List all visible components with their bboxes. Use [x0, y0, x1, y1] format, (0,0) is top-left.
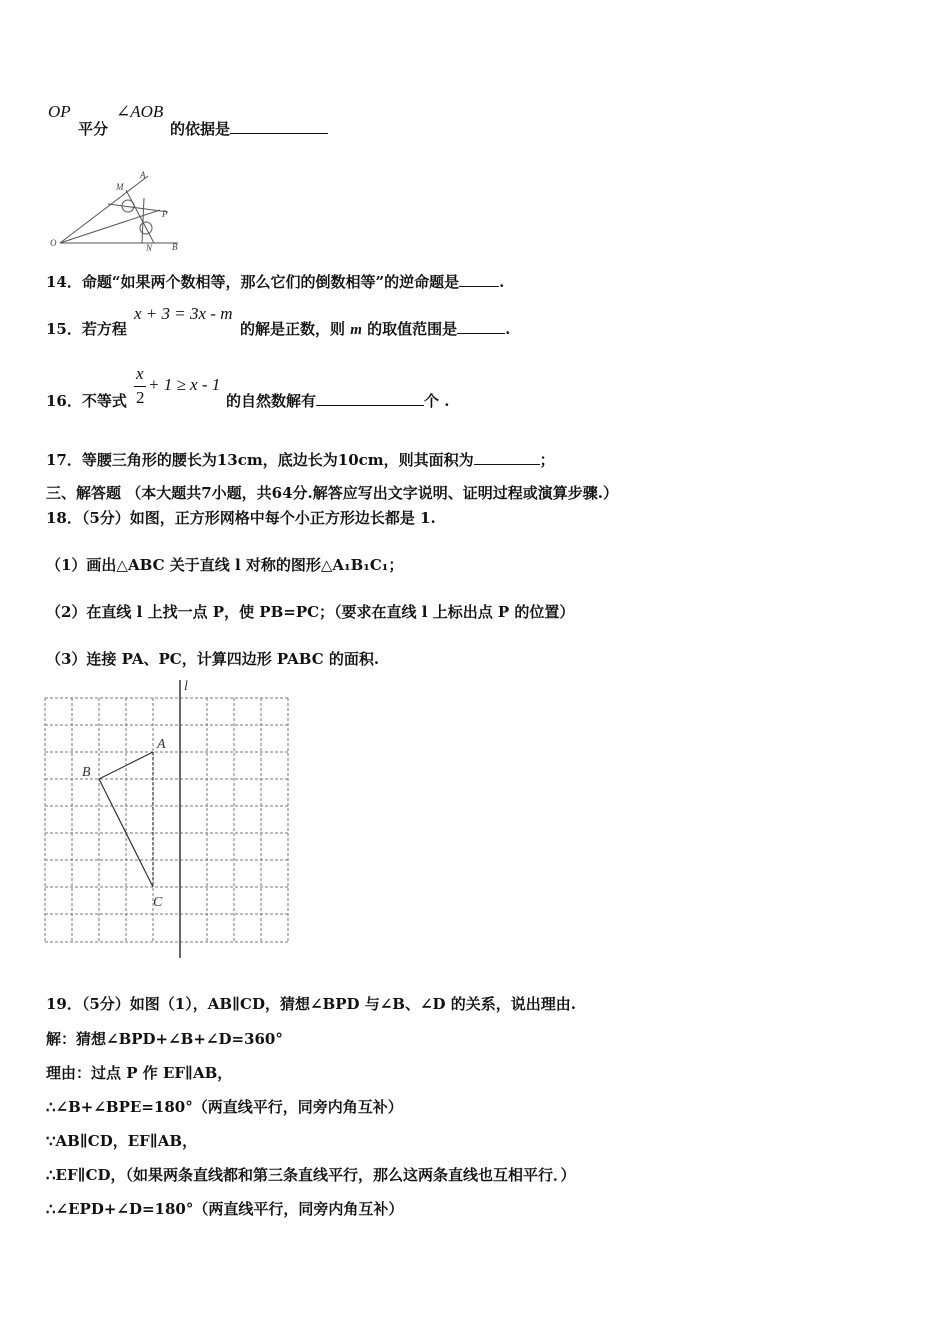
label-b: B: [82, 765, 91, 780]
square-grid-figure: [42, 676, 294, 962]
q15-end: .: [505, 320, 511, 338]
q16-frac-bar: [134, 386, 146, 387]
label-b: B: [172, 242, 178, 252]
q13-mid: 平分: [78, 120, 109, 138]
q18-part3: （3）连接 PA、PC，计算四边形 PABC 的面积.: [46, 650, 380, 668]
angle-bisector-figure: [48, 168, 188, 252]
q16-pre: 16．不等式: [46, 392, 127, 410]
q15-post-a: 的解是正数，则: [240, 320, 346, 338]
segment-m: [126, 190, 154, 243]
q14-end: .: [499, 273, 505, 291]
q16-inequality: + 1 ≥ x - 1: [148, 375, 221, 394]
q19-line3: ∴∠B+∠BPE=180°（两直线平行，同旁内角互补）: [46, 1098, 403, 1116]
answer-blank: [316, 391, 424, 406]
q15-post-b: 的取值范围是: [367, 320, 458, 338]
q19-line6: ∴∠EPD+∠D=180°（两直线平行，同旁内角互补）: [46, 1200, 404, 1218]
q14-text: 14．命题“如果两个数相等，那么它们的倒数相等”的逆命题是: [46, 273, 460, 291]
label-o: O: [50, 238, 57, 248]
q19-line4: ∵AB∥CD，EF∥AB，: [46, 1132, 198, 1150]
q17-text: 17．等腰三角形的腰长为13cm，底边长为10cm，则其面积为: [46, 451, 474, 469]
section3-heading: 三、解答题 （本大题共7小题，共64分.解答应写出文字说明、证明过程或演算步骤.）: [46, 484, 618, 502]
answer-blank: [230, 119, 328, 134]
label-a: A: [140, 170, 146, 180]
q18-title: 18．（5分）如图，正方形网格中每个小正方形边长都是 1.: [46, 509, 436, 527]
label-c: C: [153, 895, 163, 910]
q16-post: 的自然数解有: [226, 392, 317, 410]
q15-line: [240, 318, 510, 339]
label-l: l: [184, 679, 188, 694]
q17-line: [46, 449, 555, 470]
q19-line2: 理由：过点 P 作 EF∥AB，: [46, 1064, 233, 1082]
label-a: A: [157, 737, 166, 752]
q19-line5: ∴EF∥CD，（如果两条直线都和第三条直线平行，那么这两条直线也互相平行．）: [46, 1166, 576, 1184]
segment-p: [108, 204, 168, 212]
q15-m: m: [350, 322, 362, 338]
q15-equation: x + 3 = 3x - m: [134, 304, 233, 323]
q18-part2: （2）在直线 l 上找一点 P，使 PB=PC；（要求在直线 l 上标出点 P 的位置）: [46, 603, 575, 621]
q18-part1: （1）画出△ABC 关于直线 l 对称的图形△A₁B₁C₁；: [46, 556, 404, 574]
q14-line: [46, 271, 504, 292]
grid-lines: [45, 698, 288, 942]
q17-end: ；: [539, 451, 555, 469]
answer-blank: [457, 319, 505, 334]
q13-aob: ∠AOB: [116, 102, 164, 121]
q13-tail-text: 的依据是: [170, 120, 231, 138]
label-n: N: [146, 243, 153, 252]
ray-oa: [60, 176, 148, 243]
answer-blank: [459, 272, 499, 287]
q16-end: 个 .: [424, 392, 450, 410]
q19-line1: 解：猜想∠BPD+∠B+∠D=360°: [46, 1030, 283, 1048]
q13-tail: [170, 118, 328, 139]
label-p: P: [162, 209, 168, 219]
q13-op: OP: [48, 102, 71, 121]
q16-frac-num: x: [136, 364, 144, 383]
q15-pre: 15．若方程: [46, 320, 127, 338]
label-m: M: [116, 182, 124, 192]
answer-blank: [474, 450, 540, 465]
q16-line: [226, 390, 449, 411]
q19-title: 19．（5分）如图（1），AB∥CD，猜想∠BPD 与∠B、∠D 的关系，说出理由.: [46, 995, 576, 1013]
q16-frac-den: 2: [136, 388, 145, 407]
